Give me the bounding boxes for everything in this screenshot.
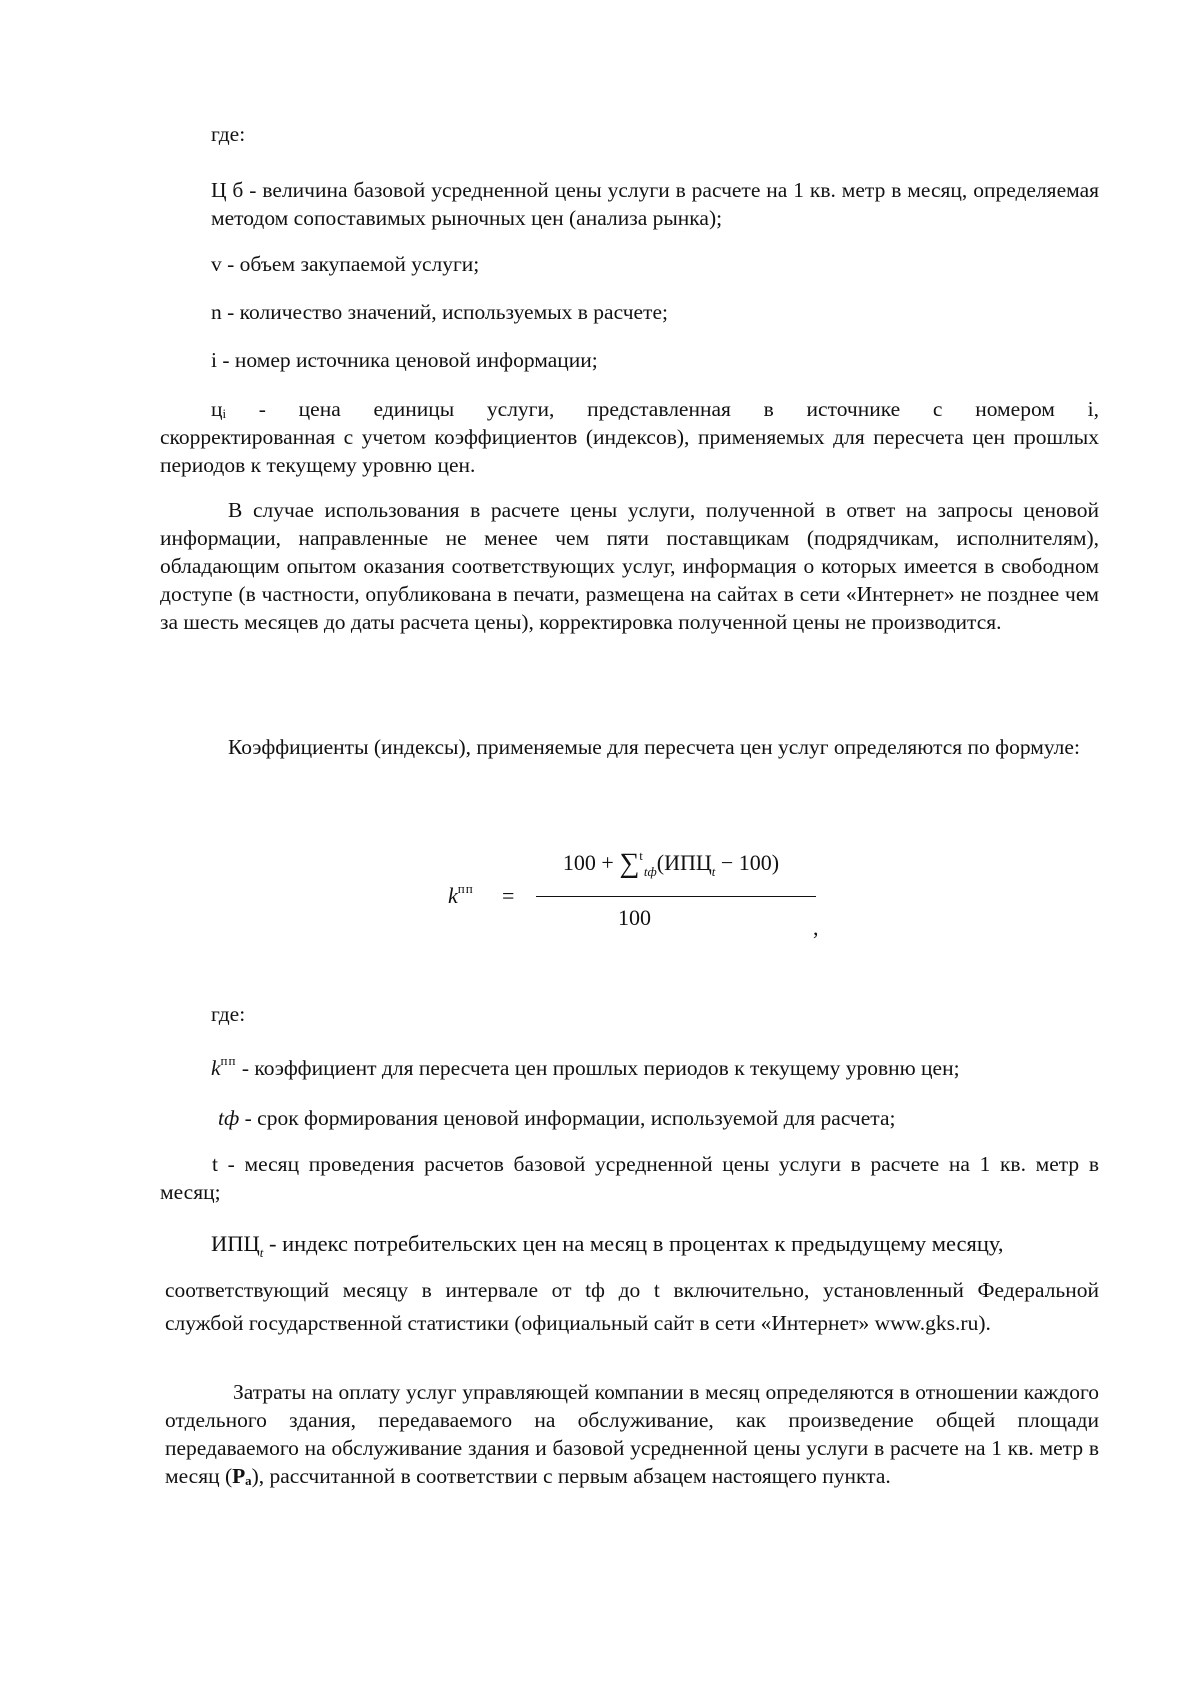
fraction-line: [536, 896, 816, 897]
formula-comma: ,: [813, 915, 819, 940]
label-where-2: где:: [211, 1002, 246, 1026]
paragraph-costs-text-1: Затраты на оплату услуг управляющей компании в месяц определяются в отношении каждого отдельного здания, передаваемого на обслуживание, как произведение общей площади передаваемого на обслуживание здания и базовой усредненной цены услуги в расчете на 1 кв. метр в месяц (: [165, 1380, 1099, 1488]
sigma-sub: tф: [643, 864, 657, 879]
definition-volume: v - объем закупаемой услуги;: [211, 252, 480, 276]
ipc-sub: t: [711, 864, 716, 879]
sigma-symbol: ∑: [619, 848, 640, 879]
formula-k-sup: пп: [457, 881, 474, 896]
definition-ipc-text-1: - индекс потребительских цен на месяц в процентах к предыдущему месяцу,: [263, 1231, 1004, 1256]
definition-count: n - количество значений, используемых в расчете;: [211, 300, 668, 324]
definition-k-pp-text: - коэффициент для пересчета цен прошлых периодов к текущему уровню цен;: [236, 1056, 960, 1080]
paragraph-coefficients: Коэффициенты (индексы), применяемые для пересчета цен услуг определяются по формуле:: [228, 735, 1080, 759]
symbol-cb: Ц б: [211, 178, 244, 202]
formula-numerator: $100 + \sum^t_{tф}(ИПЦ_t - 100)$: [562, 848, 780, 879]
definition-base-price-text: - величина базовой усредненной цены услуги в расчете на 1 кв. метр в месяц, определяемая методом сопоставимых рыночных цен (анализа рынка);: [211, 178, 1100, 230]
symbol-pa: Pₐ: [232, 1464, 252, 1488]
formula-denominator: 100: [618, 905, 651, 930]
definition-tf: [218, 1104, 895, 1132]
definition-k-pp: [211, 1054, 960, 1085]
definition-t: t - месяц проведения расчетов базовой усредненной цены услуги в расчете на 1 кв. метр в месяц;: [160, 1152, 1099, 1204]
formula-k-pp: [448, 848, 828, 938]
symbol-ipc-sub: t: [259, 1245, 264, 1260]
symbol-k: k: [211, 1056, 221, 1080]
paragraph-management-costs: [165, 1378, 1099, 1490]
paragraph-costs-text-2: ), рассчитанной в соответствии с первым абзацем настоящего пункта.: [251, 1464, 891, 1488]
definition-base-price: [211, 176, 1099, 232]
definition-tf-text: - срок формирования ценовой информации, используемой для расчета;: [239, 1106, 896, 1130]
definition-ipc-line1: [211, 1230, 1004, 1261]
definition-unit-price-rest: скорректированная с учетом коэффициентов (индексов), применяемых для пересчета цен прошлых периодов к текущему уровню цен.: [160, 425, 1099, 477]
definition-unit-price-line1: цᵢ - цена единицы услуги, представленная в источнике с номером i,: [211, 397, 1099, 421]
formula-k: $k^{пп}$: [448, 881, 474, 908]
formula-equals: =: [502, 883, 515, 908]
paragraph-price-correction: В случае использования в расчете цены услуги, полученной в ответ на запросы ценовой информации, направленные не менее чем пяти поставщикам (подрядчикам, исполнителям), обладающим опытом оказания соответствующих услуг, информация о которых имеется в свободном доступе (в частности, опубликована в печати, размещена на сайтах в сети «Интернет» не позднее чем за шесть месяцев до даты расчета цены), корректировка полученной цены не производится.: [160, 498, 1099, 634]
sigma-sup: t: [639, 848, 644, 863]
symbol-tf: tф: [218, 1106, 240, 1130]
label-where-1: где:: [211, 122, 246, 146]
symbol-k-sup: пп: [220, 1053, 237, 1068]
definition-source-number: i - номер источника ценовой информации;: [211, 348, 598, 372]
definition-ipc-rest: соответствующий месяцу в интервале от tф до t включительно, установленный Федеральной службой государственной статистики (официальный сайт в сети «Интернет» www.gks.ru).: [165, 1278, 1099, 1335]
symbol-ipc: ИПЦ: [211, 1231, 260, 1256]
